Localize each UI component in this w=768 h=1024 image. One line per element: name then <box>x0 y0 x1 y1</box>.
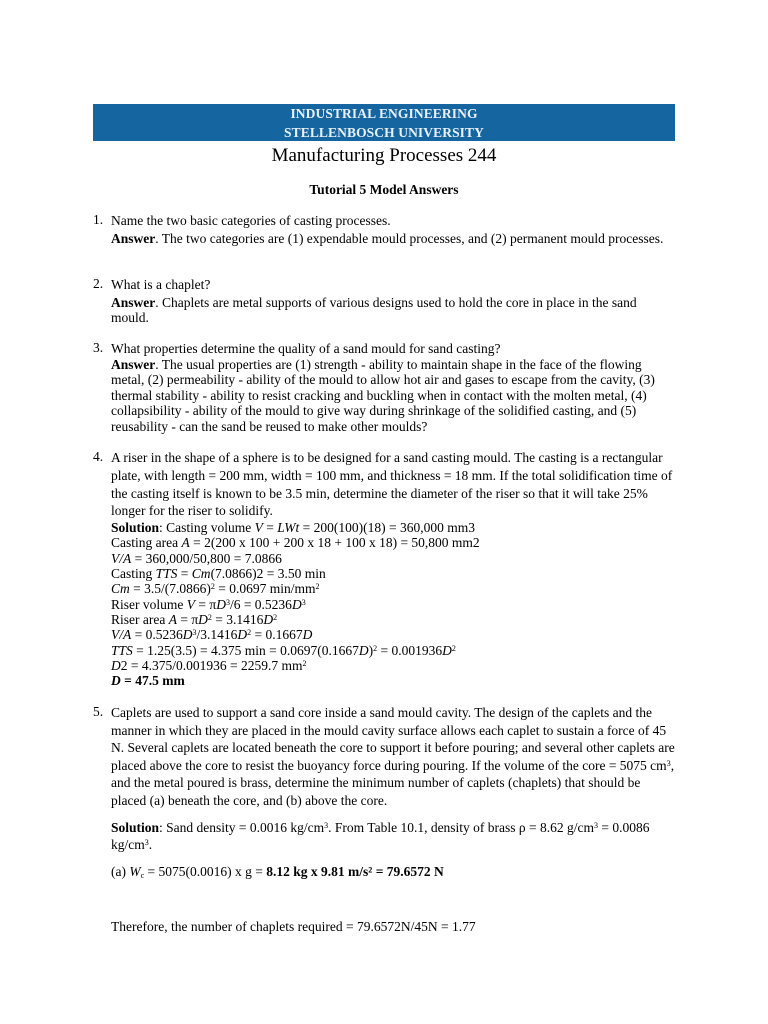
question-text: What is a chaplet? <box>111 277 211 292</box>
tutorial-subtitle: Tutorial 5 Model Answers <box>309 182 459 197</box>
question-3 <box>93 340 675 434</box>
solution-label: Solution <box>111 520 160 536</box>
question-text: What properties determine the quality of a sand mould for sand casting? <box>111 341 501 356</box>
question-2 <box>93 276 675 326</box>
solution-line: D2 = 4.375/0.001936 = 2259.7 $mm^2$ <box>111 657 307 673</box>
part-a-calculation: (a) $W_c = 5075(0.0016)$ x g = 8.12 kg x 9.81 m/s² = 79.6572 N <box>111 863 444 880</box>
course-title: Manufacturing Processes 244 <box>271 145 497 166</box>
solution-line: Riser area $A = \pi D^2 = 3.1416D^2$ <box>111 611 278 627</box>
solution-line: Casting TTS = Cm(7.0866)2 = 3.50 min <box>111 566 326 582</box>
solution-line: TTS = 1.25(3.5) = 4.375 $\min = 0.0697(0.1667D)^2 = 0.001936D^2$ <box>111 642 456 658</box>
question-1 <box>93 212 675 246</box>
answer-label: Answer <box>111 295 156 310</box>
question-number: 2. <box>93 276 104 291</box>
solution-line: $Cm = 3.5/(7.0866)^2 = 0.0697$ $\min/mm^2$ <box>111 581 320 597</box>
answer-label: Answer <box>111 357 156 372</box>
solution-line: Riser volume $V = \pi D^3/6 = 0.5236D^3$ <box>111 596 306 612</box>
question-number: 3. <box>93 340 104 355</box>
question-number: 1. <box>93 212 104 227</box>
answer-label: Answer <box>111 231 156 246</box>
solution-label: Solution <box>111 819 160 835</box>
answer-text: Answer. The two categories are (1) expendable mould processes, and (2) permanent mould processes. <box>111 231 664 246</box>
solution-line: $V/A = 0.5236D^3/3.1416D^2 = 0.1667D$ <box>111 627 313 643</box>
question-text: Caplets are used to support a sand core inside a sand mould cavity. The design of the caplets and the manner in which they are placed in the mould cavity surface allows each caplet to sustain a force of 45 N. Several caplets are located beneath the core to support it before pouring; and several other caplets are placed above the core to resist the buoyancy force during pouring. If the volume of the core = 5075 $cm^3$, and the metal poured is brass, determine the minimum number of caplets (chaplets) that should be placed (a) beneath the core, and (b) above the core. <box>111 705 675 808</box>
question-number: 4. <box>93 449 104 464</box>
answer-text: Answer. Chaplets are metal supports of various designs used to hold the core in place in the sand mould. <box>111 295 637 326</box>
question-number: 5. <box>93 704 104 719</box>
question-text: A riser in the shape of a sphere is to be designed for a sand casting mould. The casting is a rectangular plate, with length = 200 mm, width = 100 mm, and thickness = 18 mm. If the total solidification time of the casting itself is known to be 3.5 min, determine the diameter of the riser so that it will take 25% longer for the riser to solidify. <box>111 450 673 519</box>
solution-text: Solution: Sand density = 0.0016 $kg/cm^3$. From Table 10.1, density of brass ρ = 8.62 $g/cm^3 = 0.0086$ $kg/cm^3$. <box>111 819 650 853</box>
therefore-text: Therefore, the number of chaplets required = 79.6572N/45N = 1.77 <box>111 919 476 935</box>
final-answer: D = 47.5 mm <box>111 673 185 689</box>
university-name: STELLENBOSCH UNIVERSITY <box>284 125 484 140</box>
question-text: Name the two basic categories of casting processes. <box>111 213 391 228</box>
question-5 <box>93 704 675 936</box>
solution-line: Casting area A = 2(200 x 100 + 200 x 18 + 100 x 18) = 50,800 mm2 <box>111 535 480 551</box>
solution-line: Solution: Casting volume V = LWt = 200(100)(18) = 360,000 mm3 <box>111 520 476 536</box>
department-name: INDUSTRIAL ENGINEERING <box>290 106 478 121</box>
solution-block <box>111 520 675 688</box>
answer-text: Answer. The usual properties are (1) strength - ability to maintain shape in the face of the flowing metal, (2) permeability - ability of the mould to allow hot air and gases to escape from the cavity, (3) thermal stability - ability to resist cracking and buckling when in contact with the molten metal, (4) collapsibility - ability of the mould to give way during shrinkage of the solidified casting, and (5) reusability - can the sand be reused to make other moulds? <box>111 357 655 434</box>
solution-line: V/A = 360,000/50,800 = 7.0866 <box>111 550 282 566</box>
header-banner <box>93 104 675 141</box>
question-4 <box>93 449 675 688</box>
